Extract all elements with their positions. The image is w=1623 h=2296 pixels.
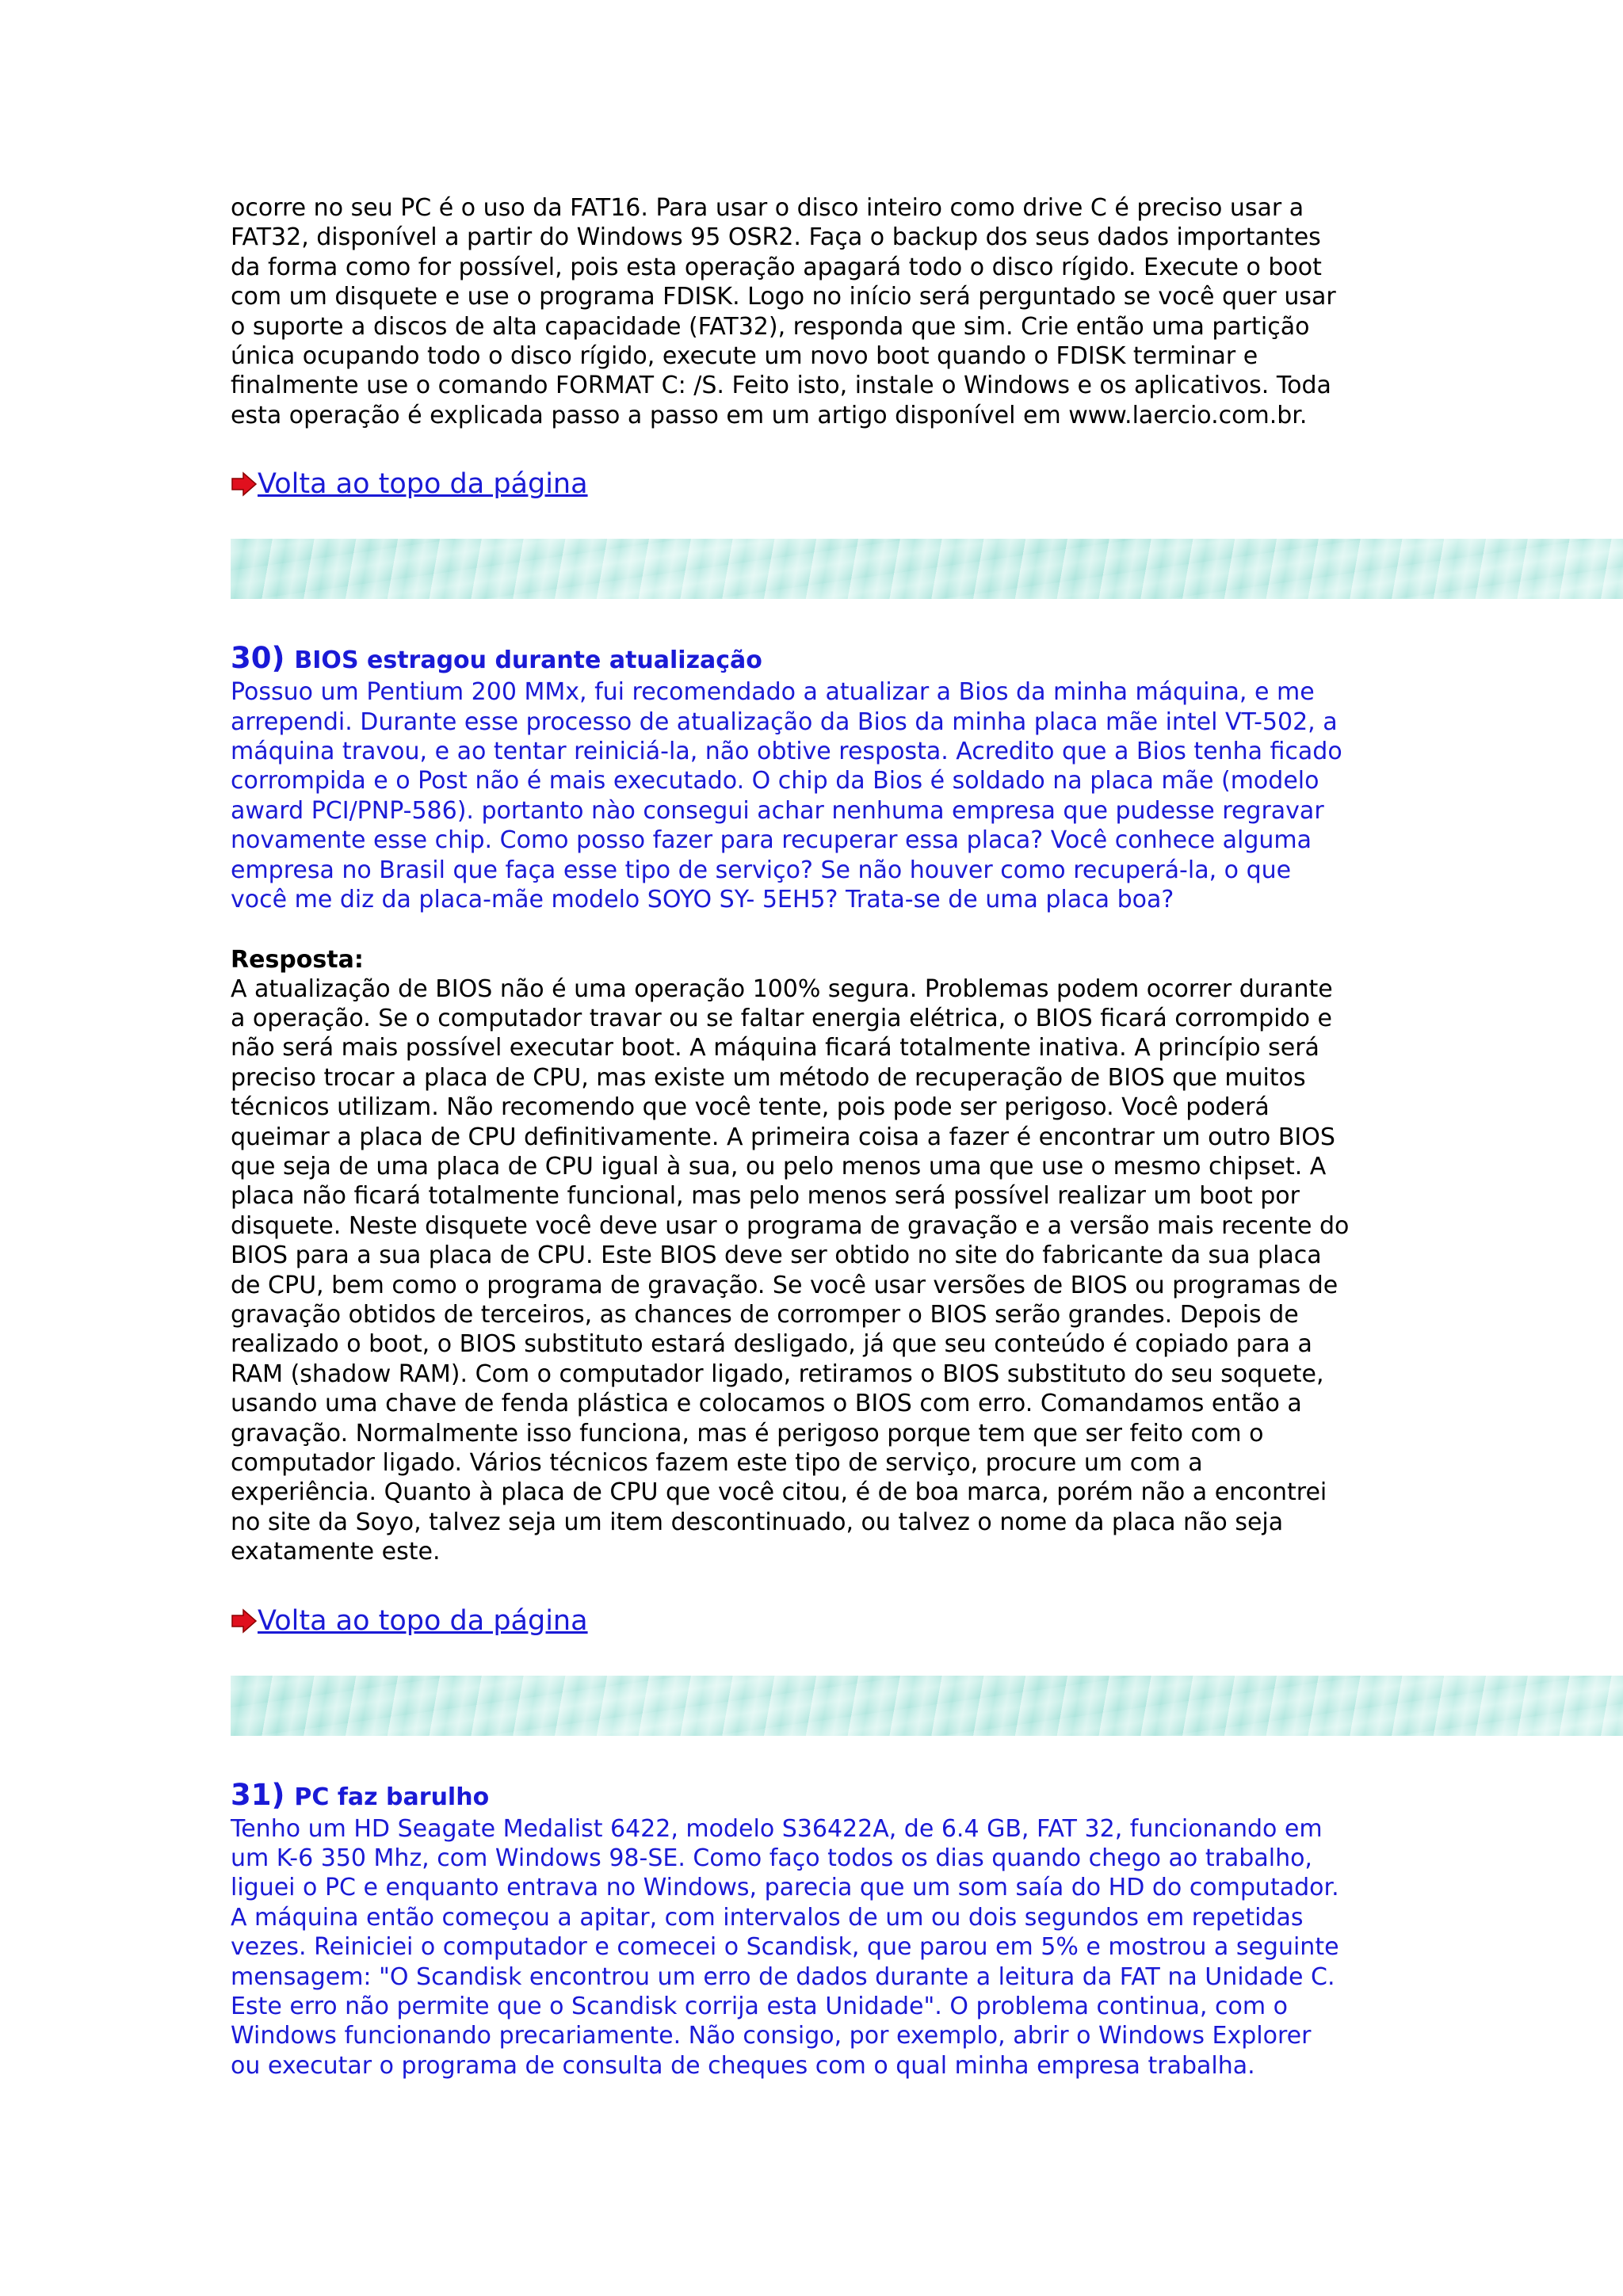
intro-paragraph: ocorre no seu PC é o uso da FAT16. Para usar o disco inteiro como drive C é preciso usar a FAT32, disponível a partir do Windows 95 OSR2. Faça o backup dos seus dados importantes da forma como for possível, pois esta operação apagará todo o disco rígido. Execute o boot com um disquete e use o programa FDISK. Logo no início será perguntado se você quer usar o suporte a discos de alta capacidade (FAT32), responda que sim. Crie então uma partição única ocupando todo o disco rígido, execute um novo boot quando o FDISK terminar e finalmente use o comando FORMAT C: /S. Feito isto, instale o Windows e os aplicativos. Toda esta operação é explicada passo a passo em um artigo disponível em www.laercio.com.br. — [231, 194, 1336, 429]
red-arrow-icon — [231, 1608, 258, 1634]
question-title: PC faz barulho — [294, 1783, 490, 1811]
answer-label: Resposta: — [231, 945, 364, 974]
back-to-top-label[interactable]: Volta ao topo da página — [258, 468, 588, 501]
section-divider-2 — [231, 1676, 1623, 1736]
section-divider-1 — [231, 539, 1623, 599]
question-text: Tenho um HD Seagate Medalist 6422, modelo S36422A, de 6.4 GB, FAT 32, funcionando em um K-6 350 Mhz, com Windows 98-SE. Como faço todos os dias quando chego ao trabalho, liguei o PC e enquanto entrava no Windows, parecia que um som saía do HD do computador. A máquina então começou a apitar, com intervalos de um ou dois segundos em repetidas vezes. Reiniciei o computador e comecei o Scandisk, que parou em 5% e mostrou a seguinte mensagem: "O Scandisk encontrou um erro de dados durante a leitura da FAT na Unidade C. Este erro não permite que o Scandisk corrija esta Unidade". O problema continua, com o Windows funcionando precariamente. Não consigo, por exemplo, abrir o Windows Explorer ou executar o programa de consulta de cheques com o qual minha empresa trabalha. — [231, 1814, 1339, 2080]
question-text: Possuo um Pentium 200 MMx, fui recomendado a atualizar a Bios da minha máquina, e me arrependi. Durante esse processo de atualização da Bios da minha placa mãe intel VT-502, a máquina travou, e ao tentar reiniciá-la, não obtive resposta. Acredito que a Bios tenha ficado corrompida e o Post não é mais executado. O chip da Bios é soldado na placa mãe (modelo award PCI/PNP-586). portanto nào consegui achar nenhuma empresa que pudesse regravar novamente esse chip. Como posso fazer para recuperar essa placa? Você conhece alguma empresa no Brasil que faça esse tipo de serviço? Se não houver como recuperá-la, o que você me diz da placa-mãe modelo SOYO SY- 5EH5? Trata-se de uma placa boa? — [231, 678, 1342, 914]
back-to-top-link-1[interactable] — [231, 465, 1623, 503]
red-arrow-icon — [231, 471, 258, 497]
question-number: 30) — [231, 641, 285, 676]
question-heading-31 — [231, 1778, 1623, 1814]
question-heading-30 — [231, 641, 1623, 677]
question-title: BIOS estragou durante atualização — [294, 646, 762, 675]
back-to-top-link-2[interactable] — [231, 1602, 1623, 1640]
faq-page — [231, 193, 1623, 2081]
question-number: 31) — [231, 1777, 285, 1812]
back-to-top-label[interactable]: Volta ao topo da página — [258, 1604, 588, 1637]
answer-text: A atualização de BIOS não é uma operação 100% segura. Problemas podem ocorrer durante a operação. Se o computador travar ou se faltar energia elétrica, o BIOS ficará corrompido e não será mais possível executar boot. A máquina ficará totalmente inativa. A princípio será preciso trocar a placa de CPU, mas existe um método de recuperação de BIOS que muitos técnicos utilizam. Não recomendo que você tente, pois pode ser perigoso. Você poderá queimar a placa de CPU definitivamente. A primeira coisa a fazer é encontrar um outro BIOS que seja de uma placa de CPU igual à sua, ou pelo menos uma que use o mesmo chipset. A placa não ficará totalmente funcional, mas pelo menos será possível realizar um boot por disquete. Neste disquete você deve usar o programa de gravação e a versão mais recente do BIOS para a sua placa de CPU. Este BIOS deve ser obtido no site do fabricante da sua placa de CPU, bem como o programa de gravação. Se você usar versões de BIOS ou programas de gravação obtidos de terceiros, as chances de corromper o BIOS serão grandes. Depois de realizado o boot, o BIOS substituto estará desligado, já que seu conteúdo é copiado para a RAM (shadow RAM). Com o computador ligado, retiramos o BIOS substituto do seu soquete, usando uma chave de fenda plástica e colocamos o BIOS com erro. Comandamos então a gravação. Normalmente isso funciona, mas é perigoso porque tem que ser feito com o computador ligado. Vários técnicos fazem este tipo de serviço, procure um com a experiência. Quanto à placa de CPU que você citou, é de boa marca, porém não a encontrei no site da Soyo, talvez seja um item descontinuado, ou talvez o nome da placa não seja exatamente este. — [231, 974, 1350, 1566]
